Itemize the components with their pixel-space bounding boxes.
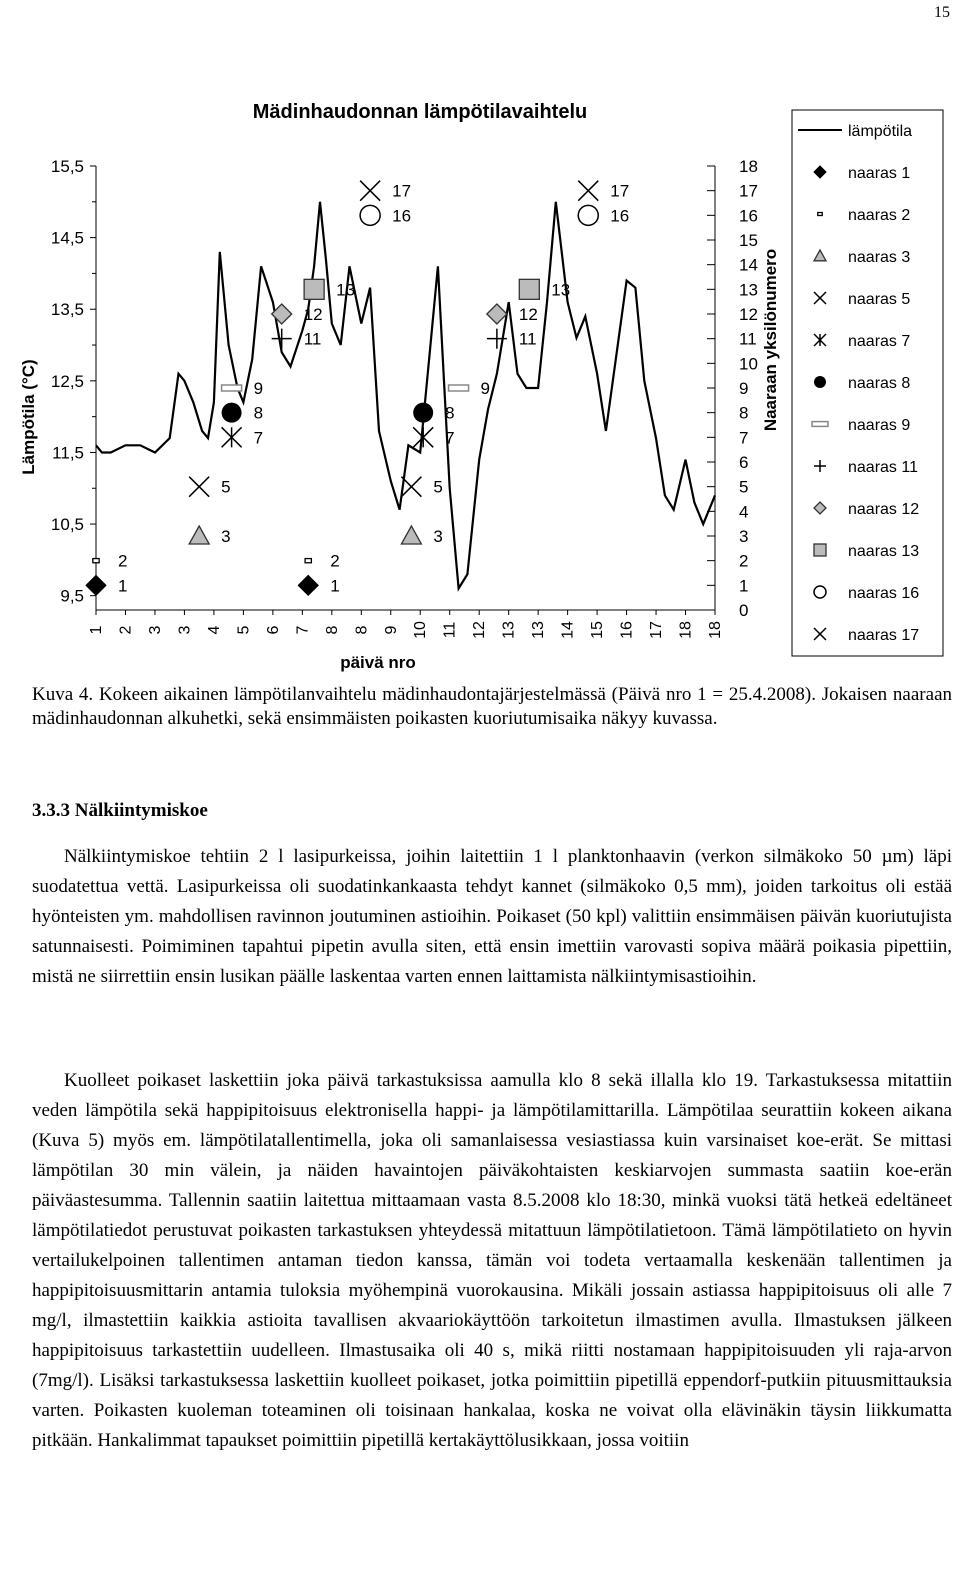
marker-label: 16 [392,206,412,226]
marker-label: 12 [303,305,323,324]
marker-naaras-9 [222,385,242,391]
section-heading: 3.3.3 Nälkiintymiskoe [32,800,208,821]
marker-naaras-13 [519,279,539,299]
axes [51,157,758,639]
marker-naaras-8-shape [413,403,433,423]
y2-tick-label: 1 [739,576,749,596]
marker-naaras-8 [413,403,433,423]
marker-naaras-13-shape [304,279,324,299]
y2-tick-label: 17 [739,181,758,201]
temperature-chart [0,80,960,680]
female-markers [86,181,629,596]
marker-label: 1 [118,576,128,596]
legend-label: naaras 5 [848,291,911,308]
temperature-series-line [96,202,715,589]
marker-naaras-13-shape [519,279,539,299]
y2-tick-label: 5 [739,477,749,497]
legend-symbol-shape [814,544,826,556]
marker-naaras-3-shape [401,526,421,544]
x-tick-label: 3 [176,625,194,635]
x-tick-label: 17 [648,621,666,639]
legend-label: naaras 11 [848,459,918,476]
marker-naaras-9 [449,385,469,391]
x-tick-label: 15 [589,621,607,639]
temperature-line [96,202,715,589]
marker-label: 2 [118,551,128,571]
marker-naaras-3-shape [189,526,209,544]
y2-tick-label: 16 [739,206,758,226]
marker-label: 17 [610,181,630,201]
marker-naaras-3 [401,526,421,544]
legend-label: naaras 1 [848,165,911,182]
chart-title: Mädinhaudonnan lämpötilavaihtelu [252,101,588,123]
x-tick-label: 16 [618,621,636,639]
marker-naaras-7 [222,427,242,447]
marker-naaras-3 [189,526,209,544]
y-axis-label: Lämpötila (°C) [19,359,38,475]
y-tick-label: 14,5 [50,228,84,248]
paragraph-2: Kuolleet poikaset laskettiin joka päivä tarkastuksissa aamulla klo 8 sekä illalla klo 19. Tarkastuksessa mitattiin veden lämpötila sekä happipitoisuus elektronisella happi- ja lämpötilamittarilla. Lämpötilaa seurattiin kokeen aikana (Kuva 5) myös em. lämpötilatallentimella, joka oli samanlaisessa vesiastiassa kuin varsinaiset koe-erät. Se mittasi lämpötilan 30 min välein, ja näiden havaintojen päiväkohtaisten keskiarvojen summasta saatiin koe-erän päiväastesumma. Tallennin saatiin laitettua mittaamaan vasta 8.5.2008 klo 18:30, minkä vuoksi tätä hetkeä edeltäneet lämpötilatiedot perustuvat poikasten tarkastuksen yhteydessä mitattuun lämpötilatietoon. Tämä lämpötilatieto on hyvin vertailukelpoinen tallentimen antaman tiedon kanssa, tämän voi todeta vertaamalla keskenään tallentimen ja happipitoisuusmittarin antamia tuloksia myöhempinä vuorokausina. Mikäli jossain astiassa happipitoisuus oli alle 7 mg/l, ilmastettiin kaikkia astioita tavallisen akvaariokäyttöön tarkoitetun ilmastimen avulla. Ilmastuksen jälkeen happipitoisuus tarkastettiin uudelleen. Ilmastusaika oli 40 s, mikä riitti nostamaan happipitoisuuden yli raja-arvon (7mg/l). Lisäksi tarkastuksessa laskettiin kuolleet poikaset, jotka poimittiin pipetillä eppendorf-putkiin pituusmittauksia varten. Poikasten kuoleman toteaminen oli toisinaan hankalaa, koska ne voivat olla elävinäkin täysin liikkumatta pitkään. Hankalimmat tapaukset poimittiin pipetillä kertakäyttölusikkaan, jossa voitiin [32,1070,952,1451]
x-tick-label: 5 [235,625,253,635]
y-tick-label: 9,5 [60,586,84,606]
y2-tick-label: 8 [739,403,749,423]
legend-label: naaras 2 [848,207,911,224]
marker-naaras-1-shape [298,575,318,595]
legend-label: naaras 13 [848,543,920,560]
marker-naaras-1 [298,575,318,595]
marker-label: 1 [330,576,340,596]
marker-naaras-8 [222,403,242,423]
marker-label: 13 [551,280,571,300]
paragraph-1: Nälkiintymiskoe tehtiin 2 l lasipurkeissa, joihin laitettiin 1 l planktonhaavin (verkon silmäkoko 50 µm) läpi suodatettua vettä. Lasipurkeissa oli suodatinkankaasta tehdyt kannet (silmäkoko 0,5 mm), joiden tarkoitus oli estää hyönteisten ym. mahdollisen ravinnon joutuminen astioihin. Poikaset (50 kpl) valittiin ensimmäisen päivän kuoriutujista satunnaisesti. Poimiminen tapahtui pipetin avulla siten, että ensin imettiin varovasti sopiva määrä poikasia pipettiin, mistä ne siirrettiin ensin lusikan päälle laskentaa varten ennen laittamista nälkiintymisastioihin. [32,846,952,987]
legend-symbol [814,586,826,598]
marker-naaras-13 [304,279,324,299]
marker-label: 9 [253,379,264,398]
marker-naaras-12-shape [487,304,507,324]
legend [792,110,943,656]
marker-label: 5 [433,477,443,497]
x-tick-label: 18 [707,621,724,639]
x-tick-label: 7 [294,625,312,635]
marker-label: 12 [518,305,538,324]
marker-label: 11 [518,329,537,349]
x-tick-label: 8 [353,625,371,635]
legend-label: naaras 17 [848,627,920,644]
y2-tick-label: 15 [739,231,758,250]
legend-symbol-shape [814,376,826,388]
legend-label: naaras 7 [848,333,911,350]
legend-label: naaras 12 [848,501,920,518]
x-tick-label: 11 [441,621,459,639]
x-tick-label: 14 [559,621,577,639]
marker-label: 2 [330,551,340,571]
marker-label: 5 [221,477,231,497]
marker-label: 9 [480,379,491,398]
marker-label: 3 [221,527,231,546]
legend-symbol [814,544,826,556]
marker-naaras-7 [413,427,433,447]
marker-naaras-5 [189,477,209,497]
y2-tick-label: 4 [739,502,749,522]
x-tick-label: 1 [88,625,105,635]
marker-naaras-8-shape [222,403,242,423]
y2-tick-label: 2 [739,551,749,571]
legend-label: naaras 3 [848,249,911,266]
marker-naaras-5 [401,477,421,497]
y2-tick-label: 7 [739,428,749,448]
y2-tick-label: 13 [739,280,758,300]
marker-naaras-16 [360,205,380,225]
legend-symbol-shape [812,422,828,427]
legend-label: naaras 16 [848,585,920,602]
marker-naaras-16-shape [578,205,598,225]
y2-axis-label: Naaraan yksilönumero [761,248,780,432]
page-number: 15 [934,4,950,21]
marker-naaras-2 [93,559,99,563]
legend-label: lämpötila [848,123,913,140]
y2-tick-label: 3 [739,527,749,546]
legend-label: naaras 8 [848,375,911,392]
marker-label: 8 [253,403,264,423]
y2-tick-label: 9 [739,379,749,398]
y-tick-label: 13,5 [50,300,84,320]
marker-naaras-11 [272,329,292,349]
x-tick-label: 13 [530,621,548,639]
legend-symbol [814,376,826,388]
x-tick-label: 2 [117,625,135,635]
x-tick-label: 8 [323,625,341,635]
x-axis-label: päivä nro [340,653,416,672]
y-tick-label: 11,5 [52,443,84,463]
y2-tick-label: 11 [739,329,757,349]
x-tick-label: 12 [471,621,489,639]
marker-naaras-2 [305,559,311,563]
marker-naaras-2-shape [93,559,99,563]
marker-naaras-16 [578,205,598,225]
x-tick-label: 13 [500,621,518,639]
y-tick-label: 12,5 [50,371,84,391]
marker-naaras-9-shape [222,385,242,391]
marker-naaras-17 [578,181,598,201]
y2-tick-label: 14 [739,255,758,275]
figure-caption: Kuva 4. Kokeen aikainen lämpötilanvaihtelu mädinhaudontajärjestelmässä (Päivä nro 1 = 25.4.2008). Jokaisen naaraan mädinhaudonnan alkuhetki, sekä ensimmäisten poikasten kuoriutumisaika näkyy kuvassa. [32,684,952,729]
y-tick-label: 15,5 [50,157,84,176]
x-tick-label: 10 [412,621,430,639]
marker-label: 17 [392,181,412,201]
legend-symbol-shape [814,586,826,598]
x-tick-label: 4 [205,625,223,635]
x-tick-label: 6 [264,625,282,635]
legend-symbol-shape [818,213,823,216]
marker-label: 13 [336,280,356,300]
y-tick-label: 10,5 [50,515,84,535]
marker-naaras-2-shape [305,559,311,563]
x-tick-label: 18 [677,621,695,639]
marker-label: 16 [610,206,630,226]
x-tick-label: 3 [146,625,164,635]
legend-symbol [818,213,823,216]
marker-naaras-1-shape [86,575,106,595]
marker-naaras-12 [487,304,507,324]
marker-label: 11 [303,329,322,349]
marker-label: 7 [445,428,455,448]
marker-naaras-9-shape [449,385,469,391]
marker-label: 7 [253,428,264,448]
y2-tick-label: 6 [739,453,749,472]
marker-label: 3 [433,527,443,546]
marker-naaras-17 [360,181,380,201]
legend-label: naaras 9 [848,417,911,434]
y2-tick-label: 12 [739,305,758,324]
y2-tick-label: 0 [739,601,749,620]
x-tick-label: 9 [382,625,400,635]
marker-naaras-16-shape [360,205,380,225]
marker-naaras-1 [86,575,106,595]
legend-symbol [812,422,828,427]
y2-tick-label: 18 [739,157,758,176]
y2-tick-label: 10 [739,354,758,374]
marker-label: 8 [445,403,455,423]
